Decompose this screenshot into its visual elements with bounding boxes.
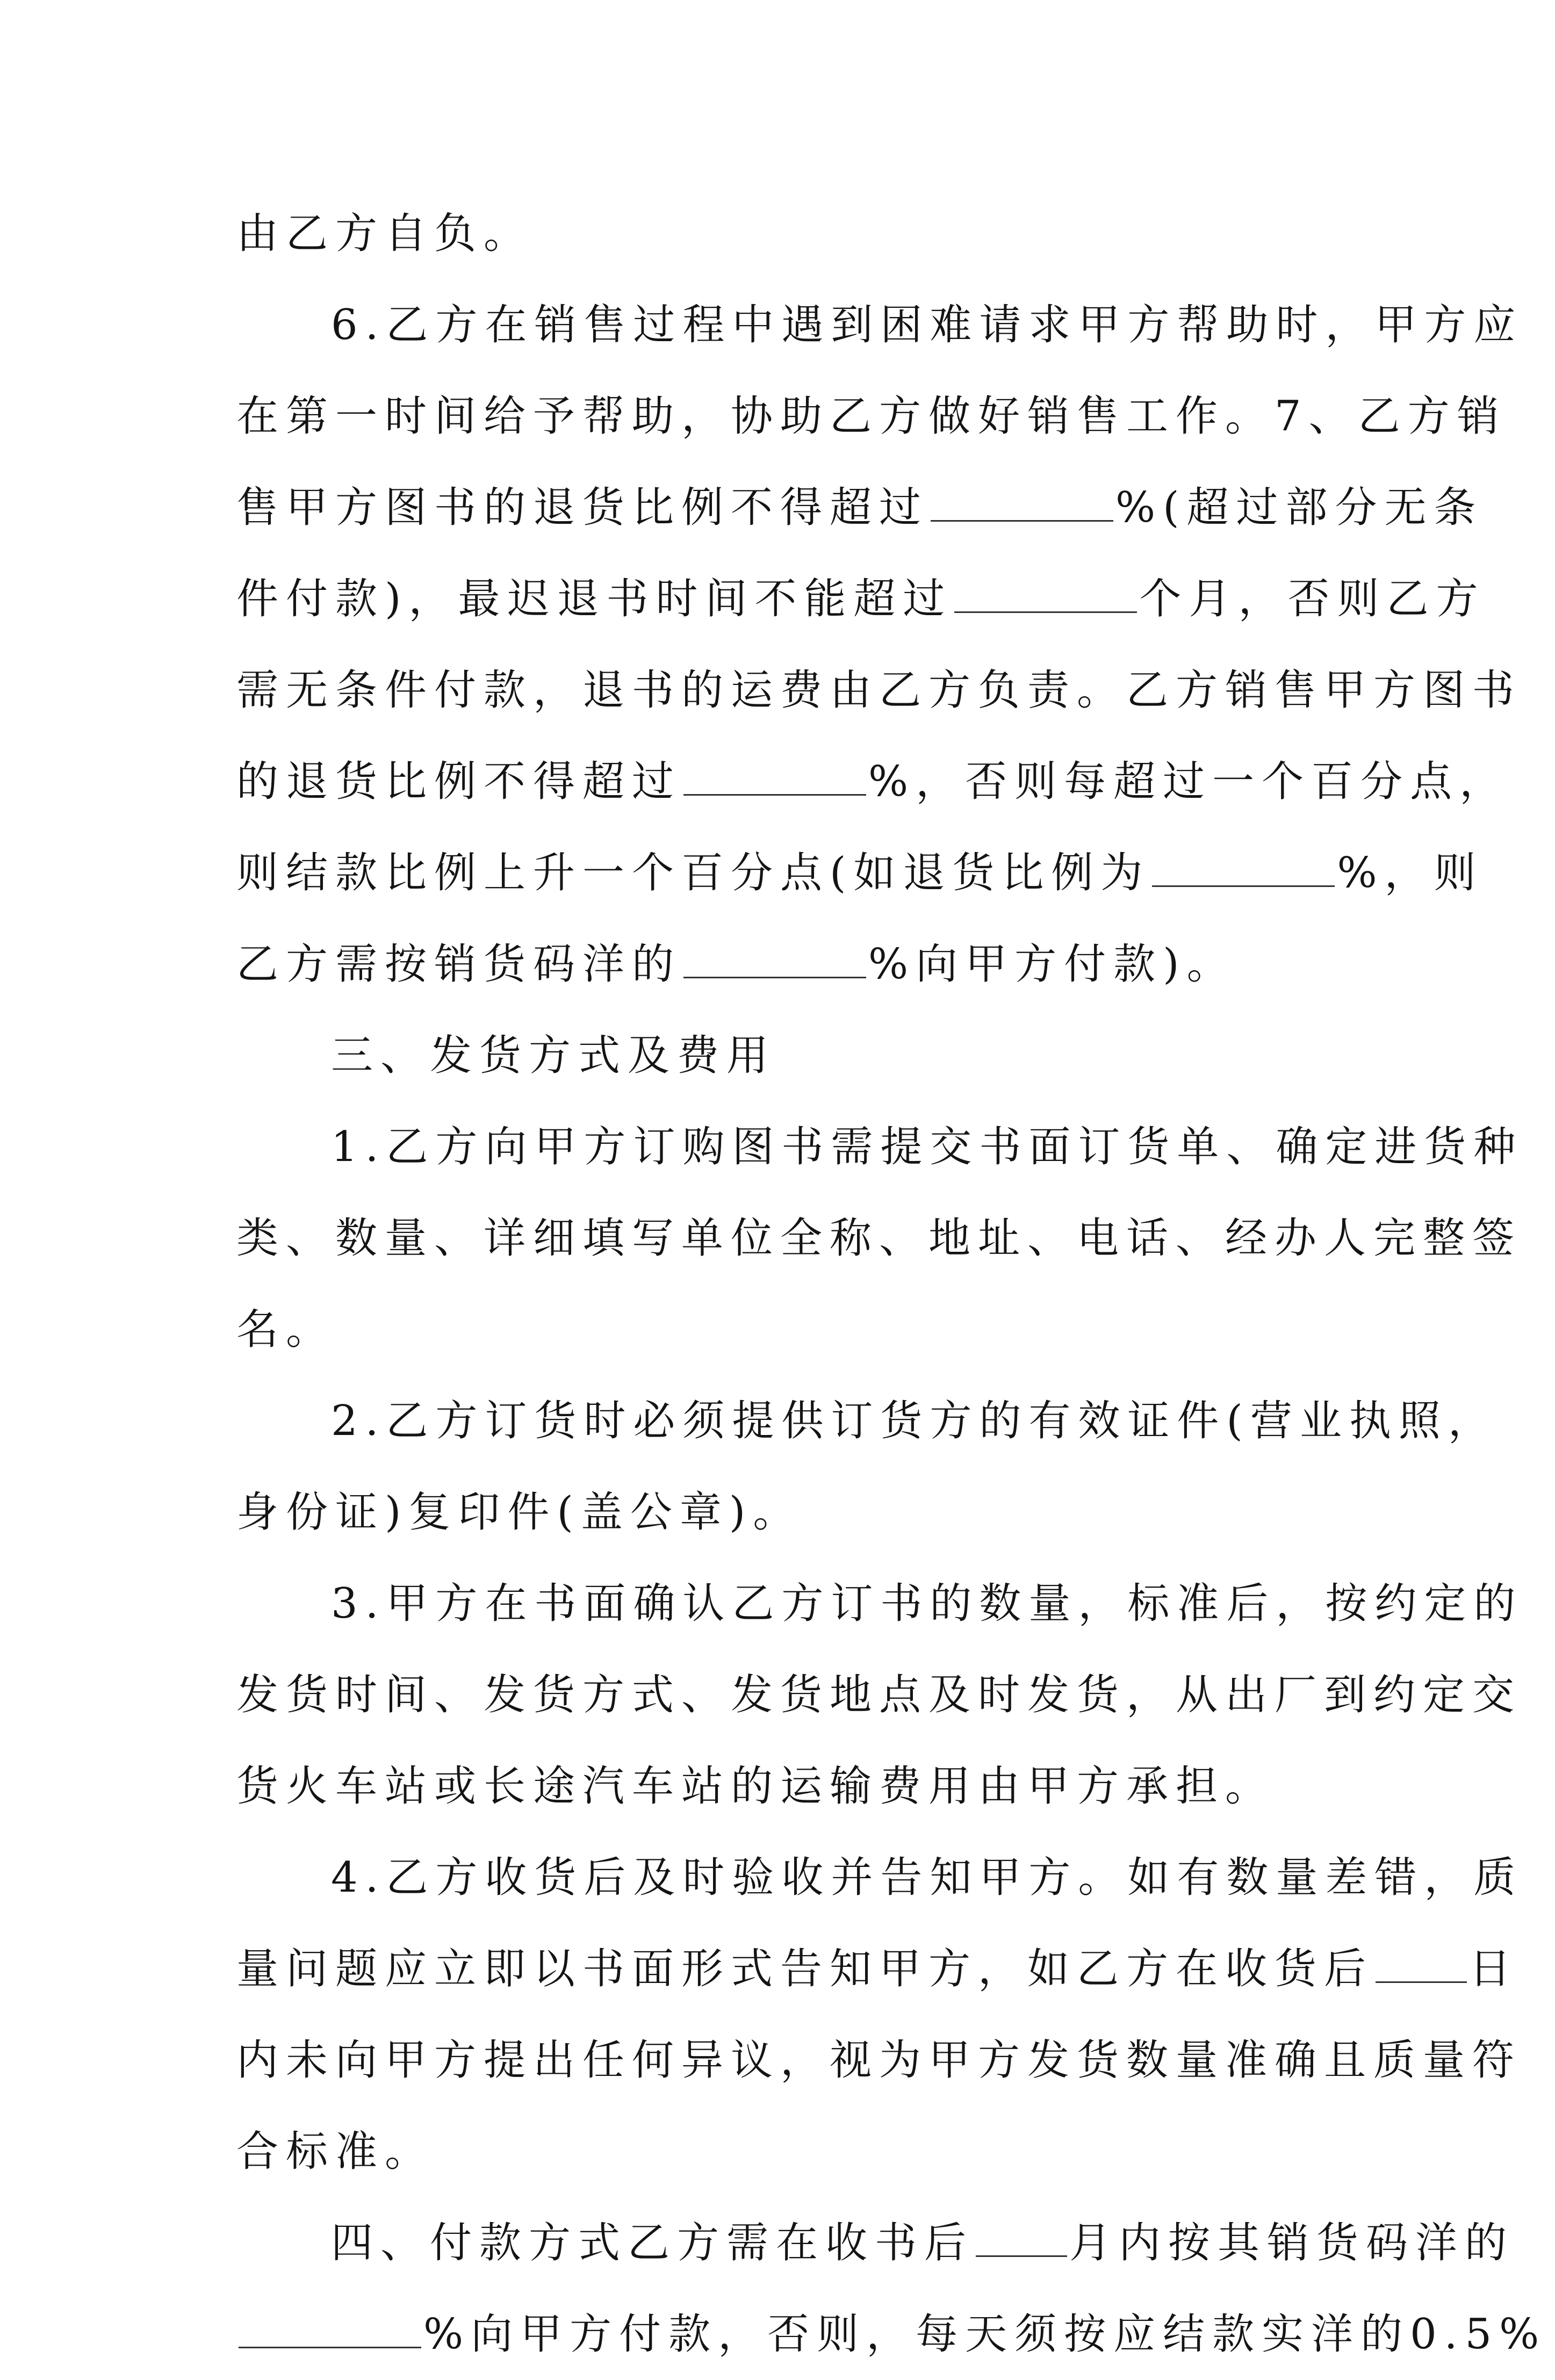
text-segment: 4.乙方收货后及时验收并告知甲方。如有数量差错，质 [331, 1853, 1523, 1902]
text-segment: 售甲方图书的退货比例不得超过 [236, 484, 929, 532]
paragraph-line [236, 2015, 1522, 2106]
text-segment: 三、发货方式及费用 [331, 1032, 776, 1080]
text-segment: 在第一时间给予帮助，协助乙方做好销售工作。7、乙方销 [236, 392, 1507, 441]
text-segment: 身份证)复印件(盖公章)。 [236, 1488, 803, 1537]
paragraph-line [236, 279, 1523, 371]
text-segment: 需无条件付款，退书的运费由乙方负责。乙方销售甲方图书 [236, 666, 1522, 715]
text-segment: %，否则每超过一个百分点， [868, 758, 1509, 806]
paragraph-line [236, 188, 1333, 279]
paragraph-line [236, 1832, 1523, 1923]
paragraph-line [236, 2106, 1333, 2197]
text-segment: 内未向甲方提出任何异议，视为甲方发货数量准确且质量符 [236, 2036, 1522, 2085]
text-segment: 1.乙方向甲方订购图书需提交书面订货单、确定进货种 [331, 1123, 1523, 1171]
fill-in-blank [1152, 854, 1335, 887]
fill-in-blank [931, 489, 1113, 522]
text-segment: 的退货比例不得超过 [236, 758, 682, 806]
text-segment: %向甲方付款)。 [868, 940, 1236, 989]
text-segment: 发货时间、发货方式、发货地点及时发货，从出厂到约定交 [236, 1671, 1522, 1719]
text-segment: 个月，否则乙方 [1139, 575, 1486, 623]
paragraph-line [236, 645, 1522, 736]
text-segment: %(超过部分无条 [1115, 484, 1484, 532]
text-segment: 则结款比例上升一个百分点(如退货比例为 [236, 849, 1150, 897]
paragraph-line [236, 827, 1484, 919]
text-segment: 合标准。 [236, 2127, 435, 2176]
paragraph-line [236, 462, 1484, 553]
text-segment: 2.乙方订货时必须提供订货方的有效证件(营业执照， [331, 1397, 1498, 1445]
text-segment: 由乙方自负。 [236, 210, 534, 258]
fill-in-blank [683, 763, 866, 796]
fill-in-blank [954, 580, 1137, 613]
text-segment: 3.甲方在书面确认乙方订书的数量，标准后，按约定的 [331, 1580, 1523, 1628]
paragraph-line [236, 371, 1507, 462]
text-segment: 乙方需按销货码洋的 [236, 940, 682, 989]
paragraph-line [236, 1558, 1523, 1649]
text-segment: 货火车站或长途汽车站的运输费用由甲方承担。 [236, 1762, 1275, 1811]
text-segment: 量问题应立即以书面形式告知甲方，如乙方在收货后 [236, 1945, 1374, 1993]
paragraph-line [236, 1375, 1498, 1467]
text-segment: 6.乙方在销售过程中遇到困难请求甲方帮助时，甲方应 [331, 301, 1523, 349]
text-segment: 类、数量、详细填写单位全称、地址、电话、经办人完整签 [236, 1214, 1522, 1263]
text-segment: %向甲方付款，否则，每天须按应结款实洋的0.5% [423, 2310, 1547, 2359]
fill-in-blank [976, 2224, 1067, 2257]
fill-in-blank [1376, 1950, 1467, 1983]
paragraph-line [236, 2289, 1547, 2380]
paragraph-line [236, 1923, 1519, 2015]
text-segment: 件付款)，最迟退书时间不能超过 [236, 575, 953, 623]
text-segment: 四、付款方式乙方需在收书后 [331, 2219, 974, 2267]
text-segment: 月内按其销货码洋的 [1069, 2219, 1515, 2267]
section-heading [236, 1010, 1333, 1101]
fill-in-blank [683, 946, 866, 978]
paragraph-line [236, 1284, 1333, 1375]
text-segment: 日 [1469, 1945, 1519, 1993]
paragraph-line [236, 1741, 1333, 1832]
fill-in-blank [239, 2316, 421, 2348]
text-segment: %，则 [1337, 849, 1484, 897]
paragraph-line [236, 1649, 1522, 1741]
paragraph-line [236, 1101, 1523, 1193]
paragraph-line [236, 919, 1333, 1010]
contract-text [236, 188, 1547, 2380]
paragraph-line [236, 736, 1509, 827]
paragraph-line [236, 1467, 1333, 1558]
paragraph-line [236, 1193, 1522, 1284]
text-segment: 名。 [236, 1306, 336, 1354]
section-heading [236, 2197, 1515, 2289]
paragraph-line [236, 553, 1486, 645]
